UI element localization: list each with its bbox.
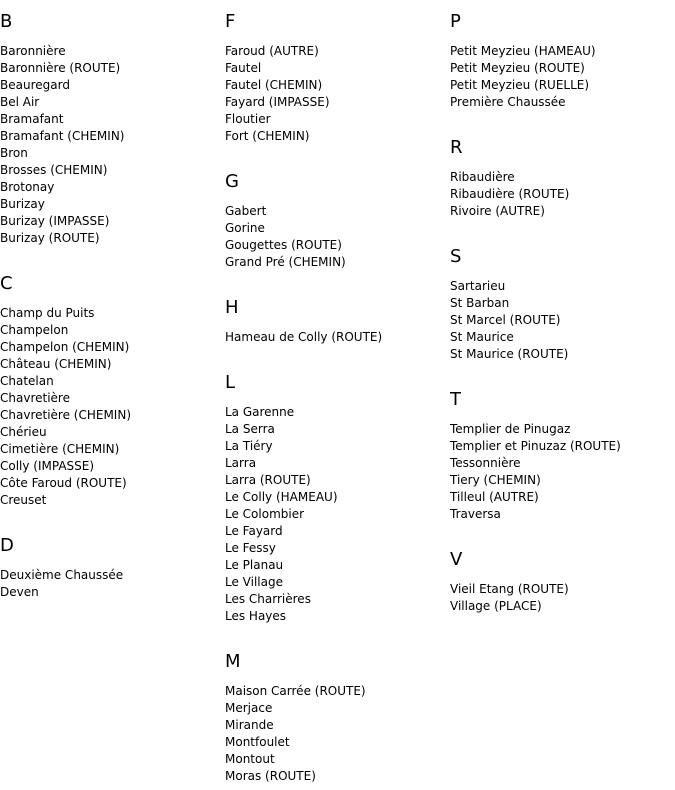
street-name: La Garenne <box>225 405 295 419</box>
section-letter: D <box>0 535 14 556</box>
street-name: La Tiéry <box>225 439 273 453</box>
street-name: Chavretière (CHEMIN) <box>0 408 131 422</box>
street-name: Floutier <box>225 112 271 126</box>
letter-section <box>225 373 450 625</box>
street-name: Larra <box>225 456 257 470</box>
street-name: Gabert <box>225 204 267 218</box>
section-spacer <box>225 145 450 160</box>
street-name: Le Colly (HAMEAU) <box>225 490 338 504</box>
street-name: Tessonnière <box>450 456 521 470</box>
street-name: Champelon (CHEMIN) <box>0 340 130 354</box>
street-name: St Marcel (ROUTE) <box>450 313 561 327</box>
street-name: Bron <box>0 146 28 160</box>
street-name: Mirande <box>225 718 274 732</box>
street-name: Château (CHEMIN) <box>0 357 112 371</box>
section-spacer <box>450 363 675 378</box>
street-name: Burizay (IMPASSE) <box>0 214 110 228</box>
street-name: Chérieu <box>0 425 47 439</box>
street-list <box>450 278 675 363</box>
street-name: Brotonay <box>0 180 55 194</box>
street-name: Cimetière (CHEMIN) <box>0 442 120 456</box>
street-name: Grand Pré (CHEMIN) <box>225 255 346 269</box>
section-letter: C <box>0 273 13 294</box>
section-letter: H <box>225 297 239 318</box>
letter-section <box>225 172 450 271</box>
street-name: Montfoulet <box>225 735 290 749</box>
street-list <box>0 43 225 247</box>
section-spacer <box>0 509 225 524</box>
section-spacer <box>450 523 675 538</box>
section-spacer <box>0 247 225 262</box>
street-name: Traversa <box>450 507 501 521</box>
street-name: Deuxième Chaussée <box>0 568 124 582</box>
street-list <box>450 43 675 111</box>
street-name: Maison Carrée (ROUTE) <box>225 684 366 698</box>
street-name: Les Charrières <box>225 592 311 606</box>
letter-section <box>225 652 450 785</box>
section-spacer <box>450 111 675 126</box>
street-name: Fautel <box>225 61 262 75</box>
street-name: St Maurice (ROUTE) <box>450 347 569 361</box>
street-list <box>225 203 450 271</box>
street-name: Le Colombier <box>225 507 305 521</box>
street-name: Ribaudière <box>450 170 515 184</box>
section-spacer <box>225 271 450 286</box>
street-name: Le Village <box>225 575 283 589</box>
street-name: Chavretière <box>0 391 70 405</box>
street-name: Deven <box>0 585 39 599</box>
street-name: Fayard (IMPASSE) <box>225 95 330 109</box>
street-name: Village (PLACE) <box>450 599 542 613</box>
street-name: Fort (CHEMIN) <box>225 129 310 143</box>
section-letter: G <box>225 171 239 192</box>
street-name: Montout <box>225 752 275 766</box>
street-name: Hameau de Colly (ROUTE) <box>225 330 383 344</box>
street-name: Fautel (CHEMIN) <box>225 78 323 92</box>
street-name: Rivoire (AUTRE) <box>450 204 545 218</box>
street-name: Le Planau <box>225 558 284 572</box>
section-letter: S <box>450 246 462 267</box>
section-spacer <box>225 346 450 361</box>
letter-section <box>450 12 675 111</box>
section-spacer <box>450 220 675 235</box>
street-name: Le Fessy <box>225 541 276 555</box>
street-name: La Serra <box>225 422 275 436</box>
section-letter: T <box>450 389 461 410</box>
street-name: Les Hayes <box>225 609 287 623</box>
street-name: Larra (ROUTE) <box>225 473 311 487</box>
street-name: Burizay (ROUTE) <box>0 231 100 245</box>
letter-section <box>450 550 675 615</box>
street-name: Chatelan <box>0 374 54 388</box>
street-name: Bel Air <box>0 95 40 109</box>
section-spacer <box>225 625 450 640</box>
street-name: Champelon <box>0 323 69 337</box>
street-name: Ribaudière (ROUTE) <box>450 187 570 201</box>
street-name: Creuset <box>0 493 47 507</box>
section-letter: M <box>225 651 241 672</box>
street-name: Petit Meyzieu (HAMEAU) <box>450 44 596 58</box>
letter-section <box>450 138 675 220</box>
section-letter: P <box>450 11 461 32</box>
street-name: Tiery (CHEMIN) <box>450 473 541 487</box>
letter-section <box>0 536 225 601</box>
street-name: Première Chaussée <box>450 95 566 109</box>
street-name: Le Fayard <box>225 524 283 538</box>
column-1 <box>0 0 225 601</box>
street-name: Côte Faroud (ROUTE) <box>0 476 127 490</box>
section-letter: F <box>225 11 236 32</box>
street-name: Moras (ROUTE) <box>225 769 316 783</box>
letter-section <box>225 298 450 346</box>
letter-section <box>0 12 225 247</box>
street-name: Gorine <box>225 221 265 235</box>
street-name: Gougettes (ROUTE) <box>225 238 342 252</box>
letter-section <box>0 274 225 509</box>
street-name: Templier de Pinugaz <box>450 422 571 436</box>
street-name: Templier et Pinuzaz (ROUTE) <box>450 439 621 453</box>
street-name: Baronnière (ROUTE) <box>0 61 121 75</box>
section-letter: V <box>450 549 463 570</box>
street-name: Sartarieu <box>450 279 506 293</box>
letter-section <box>225 12 450 145</box>
street-list <box>225 404 450 625</box>
street-list <box>0 567 225 601</box>
street-name: Bramafant (CHEMIN) <box>0 129 125 143</box>
street-list <box>0 305 225 509</box>
street-name: St Maurice <box>450 330 514 344</box>
street-name: Vieil Etang (ROUTE) <box>450 582 569 596</box>
street-list <box>225 43 450 145</box>
street-name: Tilleul (AUTRE) <box>450 490 539 504</box>
street-name: St Barban <box>450 296 510 310</box>
street-name: Champ du Puits <box>0 306 95 320</box>
section-letter: L <box>225 372 236 393</box>
street-name: Petit Meyzieu (ROUTE) <box>450 61 585 75</box>
street-name: Brosses (CHEMIN) <box>0 163 108 177</box>
street-list <box>225 683 450 785</box>
column-3 <box>450 0 675 615</box>
street-name: Petit Meyzieu (RUELLE) <box>450 78 590 92</box>
street-name: Bramafant <box>0 112 64 126</box>
street-name: Colly (IMPASSE) <box>0 459 95 473</box>
street-name: Burizay <box>0 197 45 211</box>
street-name: Merjace <box>225 701 273 715</box>
street-list <box>225 329 450 346</box>
letter-section <box>450 247 675 363</box>
column-2 <box>225 0 450 785</box>
section-letter: B <box>0 11 13 32</box>
section-letter: R <box>450 137 463 158</box>
street-list <box>450 169 675 220</box>
street-name: Faroud (AUTRE) <box>225 44 319 58</box>
street-name: Baronnière <box>0 44 66 58</box>
street-list <box>450 421 675 523</box>
street-name: Beauregard <box>0 78 70 92</box>
letter-section <box>450 390 675 523</box>
street-list <box>450 581 675 615</box>
